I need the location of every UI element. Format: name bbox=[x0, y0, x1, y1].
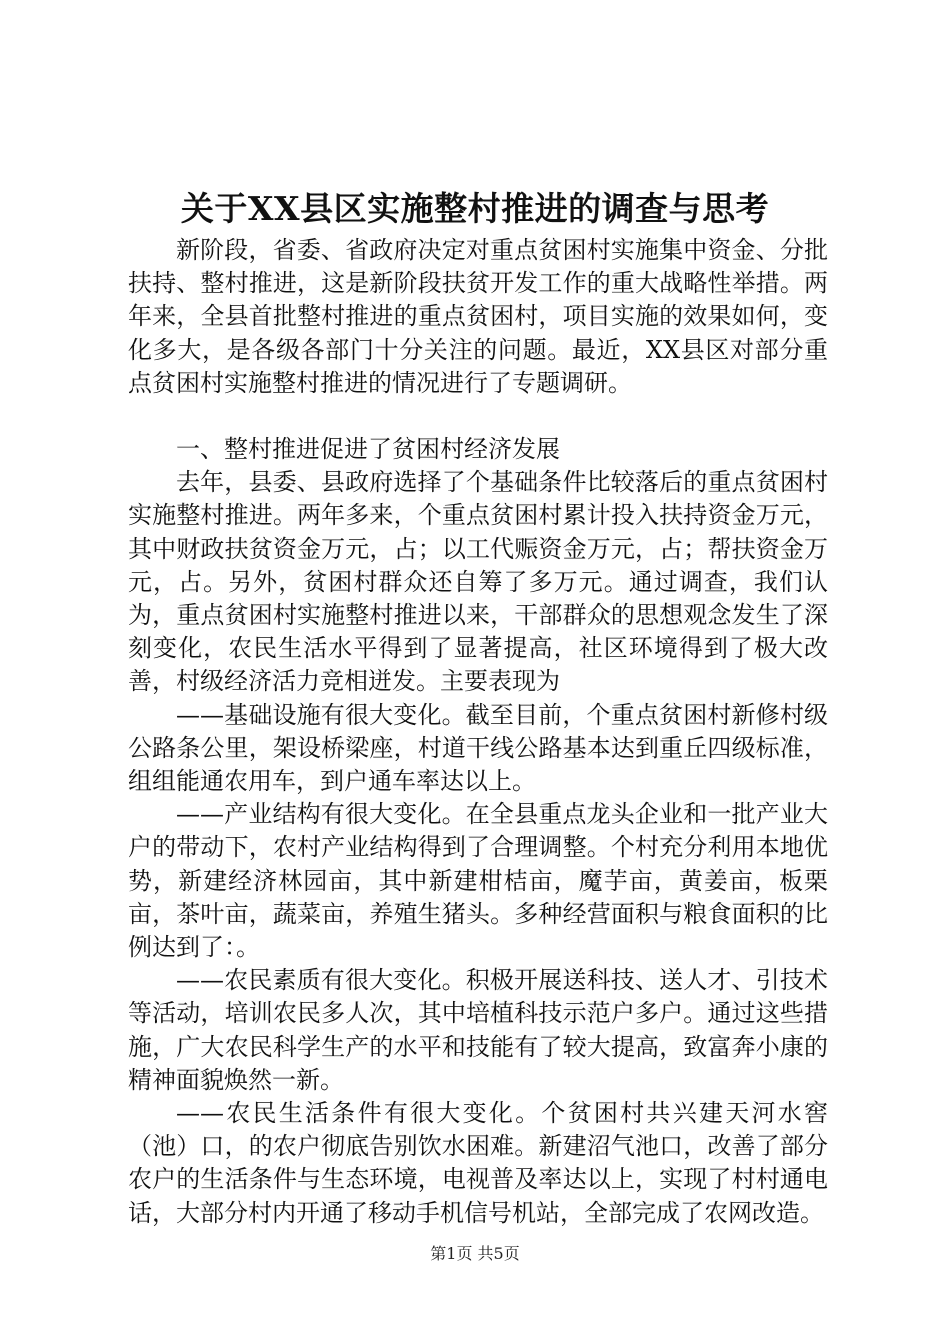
page-number-footer: 第1页 共5页 bbox=[430, 1244, 520, 1263]
paragraph-farmer-quality: ——农民素质有很大变化。积极开展送科技、送人才、引技术等活动，培训农民多人次，其中培植科技示范户多户。通过这些措施，广大农民科学生产的水平和技能有了较大提高，致富奔小康的精神面貌焕然一新。 bbox=[128, 966, 828, 1094]
paragraph-overview: 去年，县委、县政府选择了个基础条件比较落后的重点贫困村实施整村推进。两年多来，个重点贫困村累计投入扶持资金万元，其中财政扶贫资金万元，占；以工代赈资金万元，占；帮扶资金万元，占。另外，贫困村群众还自筹了多万元。通过调查，我们认为，重点贫困村实施整村推进以来，干部群众的思想观念发生了深刻变化，农民生活水平得到了显著提高，社区环境得到了极大改善，村级经济活力竞相迸发。主要表现为 bbox=[128, 468, 828, 696]
document-body bbox=[128, 234, 828, 1230]
paragraph-living-conditions: ——农民生活条件有很大变化。个贫困村共兴建天河水窖（池）口，的农户彻底告别饮水困难。新建沼气池口，改善了部分农户的生活条件与生态环境，电视普及率达以上，实现了村村通电话，大部分村内开通了移动手机信号机站，全部完成了农网改造。 bbox=[128, 1099, 828, 1227]
paragraph-infrastructure: ——基础设施有很大变化。截至目前，个重点贫困村新修村级公路条公里，架设桥梁座，村道干线公路基本达到重丘四级标准，组组能通农用车，到户通车率达以上。 bbox=[128, 700, 828, 796]
section-heading: 一、整村推进促进了贫困村经济发展 bbox=[176, 435, 560, 464]
paragraph-intro: 新阶段，省委、省政府决定对重点贫困村实施集中资金、分批扶持、整村推进，这是新阶段扶贫开发工作的重大战略性举措。两年来，全县首批整村推进的重点贫困村，项目实施的效果如何，变化多大，是各级各部门十分关注的问题。最近，XX县区对部分重点贫困村实施整村推进的情况进行了专题调研。 bbox=[128, 236, 828, 397]
document-title: 关于XX县区实施整村推进的调查与思考 bbox=[180, 189, 770, 228]
paragraph-industry: ——产业结构有很大变化。在全县重点龙头企业和一批产业大户的带动下，农村产业结构得到了合理调整。个村充分利用本地优势，新建经济林园亩，其中新建柑桔亩，魔芋亩，黄姜亩，板栗亩，茶叶亩，蔬菜亩，养殖生猪头。多种经营面积与粮食面积的比例达到了：。 bbox=[128, 800, 828, 962]
